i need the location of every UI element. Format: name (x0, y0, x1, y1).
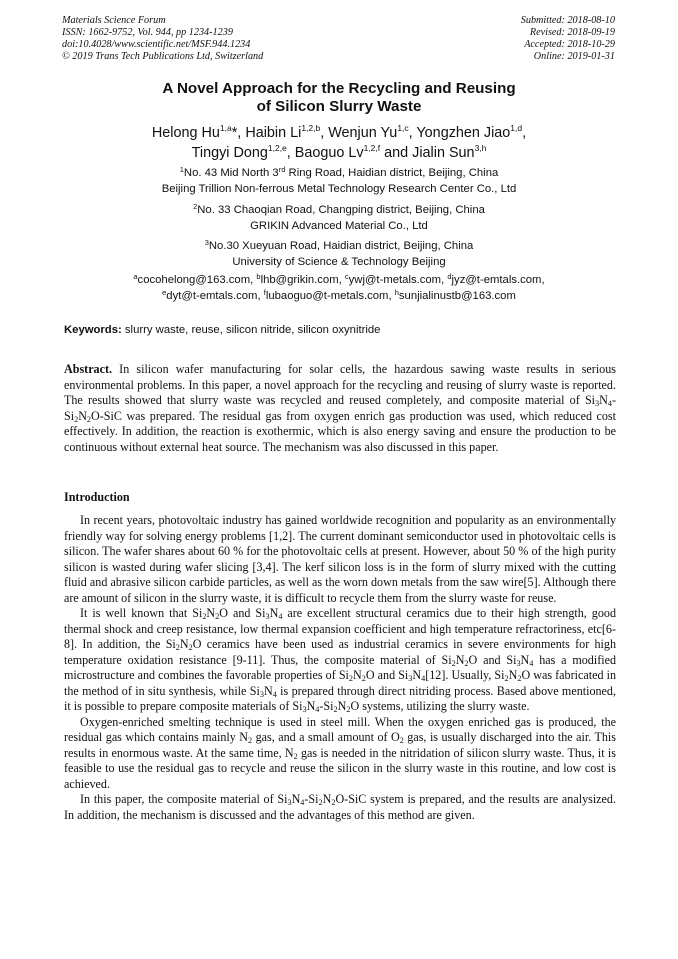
affiliation-3 (0, 239, 678, 270)
abstract-text: In silicon wafer manufacturing for solar cells, the hazardous sawing waste results in serious environmental problems. In this paper, a novel approach for the recycling and reusing of slurry waste is reported. The results showed that slurry waste was recycled and reused completely, and composite material of Si (64, 362, 616, 407)
paper-title (0, 80, 678, 116)
journal-header-left (62, 15, 263, 63)
subscript: 4 (421, 674, 426, 683)
text-run: O-SiC system is prepared, and the results are analysized. In addition, the mechanism is discussed and the advantages of this method are given. (64, 792, 616, 822)
issn-line: ISSN: 1662-9752, Vol. 944, pp 1234-1239 (62, 27, 233, 38)
author-name: Wenjun Yu (328, 125, 398, 141)
affiliation-address: No. 33 Chaoqian Road, Changping district, Beijing, China (197, 204, 485, 216)
subscript: 2 (188, 643, 193, 652)
subscript: 4 (607, 399, 612, 408)
author-affil-mark: 1,2,e (267, 143, 287, 153)
subscript: 2 (464, 658, 469, 668)
author-affil-mark: 1,a (219, 123, 232, 133)
author-line-2 (0, 143, 678, 163)
subscript: 4 (278, 612, 283, 621)
author-separator: , (522, 125, 527, 141)
subscript: 4 (529, 658, 534, 668)
author-affil-mark: 1,2,b (301, 123, 321, 133)
keywords-section (64, 323, 616, 338)
abstract-text: -Si (64, 393, 616, 423)
paragraph-3 (64, 715, 616, 793)
journal-name: Materials Science Forum (62, 15, 166, 26)
abstract-label: Abstract. (64, 362, 113, 376)
keywords-label: Keywords: (64, 324, 122, 336)
text-run: It is well known that Si (80, 606, 203, 620)
doi-line: doi:10.4028/www.scientific.net/MSF.944.1234 (62, 39, 251, 50)
subscript: 2 (293, 751, 298, 761)
text-run: O and Si (219, 606, 266, 620)
subscript: 2 (517, 674, 522, 683)
subscript: 3 (259, 689, 264, 699)
subscript: 2 (333, 705, 338, 714)
abstract-text: N (78, 408, 87, 423)
subscript: 3 (595, 399, 600, 408)
author-line-1 (0, 123, 678, 143)
author-name: Tingyi Dong (191, 145, 268, 161)
text-run: N (263, 683, 273, 698)
paragraph-1: In recent years, photovoltaic industry has gained worldwide recognition and popularity as an environmentally friendly way for solving energy problems [1,2]. The current dominant semiconductor used in photovoltaic cells is silicon. The wafer shares about 60 % for the photovoltaic cells at present. However, about 50 % of the high purity silicon is wasted during wafer slicing [3,4]. The kerf silicon loss is in the form of slurry mixed with the cutting fluid and abrasive silicon carbide particles, as well as the worn down metals from the saw wire[5]. Although there are amount of silicon in the slurry waste, it is difficult to recycle them from the slurry waste for reuse. (64, 513, 616, 605)
subscript: 3 (516, 658, 521, 668)
subscript: 4 (315, 705, 320, 714)
submitted-date: Submitted: 2018-08-10 (520, 15, 615, 26)
subscript: 2 (331, 798, 336, 807)
author-affil-mark: 1,c (397, 123, 409, 133)
text-run: N (306, 699, 316, 713)
keywords-text: slurry waste, reuse, silicon nitride, silicon oxynitride (121, 324, 381, 336)
text-run: O was fabricated in the method of in situ synthesis, while Si (64, 668, 616, 698)
email-link[interactable]: sunjialinustb@163.com (398, 289, 516, 302)
email-mark: b (256, 272, 261, 281)
text-run: O and Si (468, 652, 517, 667)
subscript: 4 (300, 798, 305, 807)
subscript: 4 (272, 689, 277, 699)
email-link[interactable]: dyt@t-emtals.com, (166, 289, 264, 302)
subscript: 2 (248, 736, 253, 745)
author-separator: , (408, 125, 417, 141)
email-mark: a (133, 272, 138, 281)
text-run: N (520, 652, 530, 667)
subscript: 2 (451, 658, 456, 668)
text-run: N (508, 668, 518, 682)
title-line-2: of Silicon Slurry Waste (256, 98, 422, 115)
affiliation-institution: GRIKIN Advanced Material Co., Ltd (250, 219, 428, 232)
email-mark: c (344, 272, 349, 281)
text-run: is prepared through direct nitriding process. Based above mentioned, it is possible to prepare composite materials of Si (64, 683, 616, 713)
affiliation-number: 2 (193, 202, 198, 211)
author-name: Helong Hu (151, 125, 220, 141)
author-separator: , (320, 125, 329, 141)
author-separator: and (380, 145, 413, 161)
subscript: 2 (346, 705, 351, 714)
affiliation-2 (0, 203, 678, 234)
email-mark: d (447, 272, 452, 281)
author-affil-mark: 1,2,f (363, 143, 381, 153)
subscript: 2 (175, 643, 180, 652)
text-run: N (206, 606, 216, 620)
affiliation-1 (0, 166, 678, 197)
text-run: N (337, 699, 347, 713)
subscript: 2 (348, 674, 353, 683)
paragraph-4 (64, 792, 616, 823)
author-name: Haibin Li (245, 125, 302, 141)
revised-date: Revised: 2018-09-19 (529, 27, 615, 38)
subscript: 2 (361, 674, 366, 683)
subscript: 2 (318, 798, 323, 807)
subscript: 2 (74, 414, 79, 424)
text-run: Oxygen-enriched smelting technique is used in steel mill. When the oxygen enriched gas is produced, the residual gas which contains mainly N (64, 714, 616, 744)
text-run: are excellent structural ceramics due to their high strength, good thermal shock and creep resistance, low thermal expansion coefficient and high temperature refractoriness, etc[6-8]. In addition, the Si (64, 606, 616, 651)
subscript: 2 (202, 612, 207, 621)
text-run: N (179, 637, 189, 651)
affiliation-address-post: Ring Road, Haidian district, Beijing, China (285, 167, 499, 179)
subscript: 2 (399, 736, 404, 745)
author-separator: *, (231, 125, 246, 141)
text-run: [12]. Usually, Si (425, 668, 505, 682)
introduction-body (64, 513, 616, 823)
email-mark: h (394, 287, 399, 297)
affiliation-number: 1 (179, 165, 184, 174)
accepted-date: Accepted: 2018-10-29 (524, 39, 615, 50)
author-name: Jialin Sun (412, 145, 475, 161)
subscript: 3 (265, 612, 270, 621)
subscript: 3 (302, 705, 307, 714)
affiliation-institution: University of Science & Technology Beijing (232, 255, 446, 268)
text-run: N (455, 652, 465, 667)
text-run: N (269, 606, 279, 620)
text-run: gas is needed in the nitridation of silicon slurry waste. Thus, it is feasible to use the residual gas to recycle and reuse the silicon in the slurry waste in this routine, and low cost is achieved. (64, 745, 616, 791)
text-run: O ceramics have been used as industrial ceramics in severe environments for high temperature oxidation resistance [9-11]. Thus, the composite material of Si (64, 637, 616, 667)
email-mark: e (162, 287, 167, 297)
ordinal-suffix: rd (278, 165, 286, 174)
text-run: -Si (304, 792, 319, 806)
online-date: Online: 2019-01-31 (533, 51, 615, 62)
text-run: N (353, 668, 362, 682)
text-run: N (322, 792, 332, 806)
email-link[interactable]: jyz@t-emtals.com, (451, 274, 545, 286)
abstract-text: O-SiC was prepared. The residual gas from oxygen enrich gas production was used, which reduced cost effectively. In addition, the reaction is exothermic, which is also energy saving and ensure the production to be continuous without external heat source. The mechanism was also discussed in this paper. (64, 408, 616, 454)
text-run: has a modified microstructure and combines the favorable properties of Si (64, 652, 617, 682)
abstract-text: N (599, 393, 608, 407)
abstract-section (64, 362, 616, 455)
affiliation-address-pre: No. 43 Mid North 3 (183, 167, 279, 179)
email-link[interactable]: cocohelong@163.com, (137, 274, 257, 286)
subscript: 3 (408, 674, 413, 683)
email-list (0, 273, 678, 304)
text-run: gas, and a small amount of O (252, 730, 400, 744)
email-link[interactable]: ywj@t-metals.com, (348, 274, 448, 286)
text-run: O and Si (365, 668, 409, 682)
subscript: 2 (215, 612, 220, 621)
author-list (0, 123, 678, 163)
title-line-1: A Novel Approach for the Recycling and Reusing (162, 80, 516, 97)
journal-header-right (521, 15, 615, 63)
subscript: 3 (287, 798, 292, 807)
text-run: -Si (319, 699, 334, 713)
text-run: In this paper, the composite material of Si (80, 792, 288, 806)
author-name: Yongzhen Jiao (416, 125, 511, 141)
text-run: gas, is usually discharged into the air. This results in enormous waste. At the same time, N (64, 730, 616, 760)
text-run: N (291, 792, 301, 806)
author-separator: , (286, 145, 295, 161)
author-affil-mark: 3,h (474, 143, 487, 153)
affiliation-address: No.30 Xueyuan Road, Haidian district, Beijing, China (208, 240, 474, 252)
text-run: N (412, 668, 422, 682)
subscript: 2 (86, 414, 92, 424)
copyright-line: © 2019 Trans Tech Publications Ltd, Switzerland (62, 51, 264, 62)
affiliation-institution: Beijing Trillion Non-ferrous Metal Technology Research Center Co., Ltd (161, 182, 517, 195)
text-run: O systems, utilizing the slurry waste. (350, 699, 530, 713)
affiliation-number: 3 (204, 238, 209, 247)
subscript: 2 (504, 674, 509, 683)
author-affil-mark: 1,d (510, 123, 523, 133)
section-heading-introduction: Introduction (64, 490, 130, 504)
email-link[interactable]: lhb@grikin.com, (260, 274, 345, 286)
email-link[interactable]: lubaoguo@t-metals.com, (265, 289, 395, 302)
paragraph-2 (64, 606, 616, 715)
email-mark: f (263, 287, 266, 297)
author-name: Baoguo Lv (294, 145, 364, 161)
